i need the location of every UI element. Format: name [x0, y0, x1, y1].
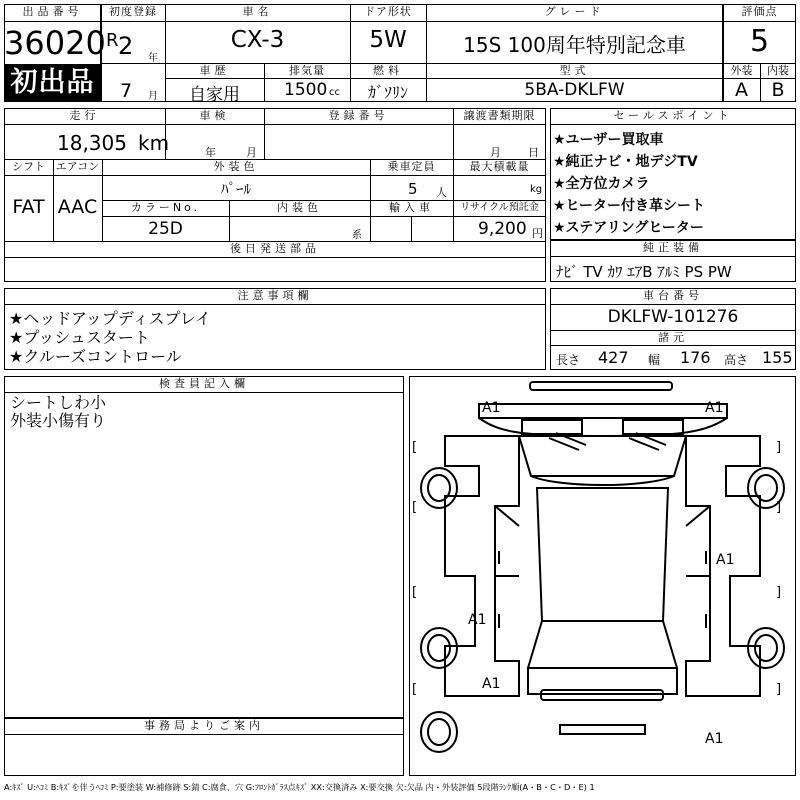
- genuine-equipment-label: 純正装備: [643, 241, 703, 254]
- dims-label: 諸元: [658, 331, 688, 344]
- capacity-label: 乗車定員: [387, 160, 436, 173]
- max-load-unit: kg: [530, 184, 543, 195]
- shift-label: シフト: [12, 160, 45, 173]
- displacement-unit: cc: [329, 87, 340, 98]
- sales-point-item: ★全方位カメラ: [553, 176, 650, 192]
- height: 155: [762, 348, 793, 367]
- int-color-unit: 系: [352, 230, 362, 241]
- damage-mark: A1: [468, 612, 487, 628]
- bracket: [: [412, 682, 418, 697]
- first-listing-text: 初出品: [10, 67, 95, 98]
- height-label: 高さ: [724, 353, 749, 367]
- lot-number-label: 出品番号: [22, 5, 83, 18]
- note-item: ★ヘッドアップディスプレイ: [9, 309, 212, 328]
- office-label: 事務局よりご案内: [144, 719, 264, 732]
- genuine-equipment: ﾅﾋﾞ TV ｶﾜ ｴｱB ｱﾙﾐ PS PW: [556, 263, 732, 281]
- ext-color: ﾊﾟｰﾙ: [220, 180, 251, 198]
- damage-mark: A1: [482, 676, 501, 692]
- ac-label: エアコン: [55, 160, 100, 173]
- inspection-label: 車検: [199, 109, 230, 122]
- width-label: 幅: [648, 353, 661, 367]
- int-color-label: 内装色: [277, 201, 322, 214]
- exterior-grade: A: [735, 79, 748, 101]
- model-label: 型式: [559, 64, 590, 77]
- history-label: 車歴: [199, 64, 230, 77]
- score-label: 評価点: [741, 5, 778, 18]
- capacity: 5: [408, 180, 418, 198]
- reg-year: 2: [118, 32, 134, 60]
- grade-label: グレード: [544, 5, 605, 18]
- bracket: ]: [776, 500, 782, 515]
- shift: FAT: [12, 196, 45, 218]
- inspector-line: シートしわ小: [10, 393, 107, 412]
- width: 176: [680, 348, 711, 367]
- bracket: ]: [776, 682, 782, 697]
- interior-grade: B: [771, 79, 785, 101]
- later-parts-label: 後日発送部品: [230, 242, 320, 255]
- mileage: 18,305: [57, 131, 127, 155]
- ac: AAC: [57, 196, 98, 218]
- transfer-month-unit: 月: [490, 146, 501, 159]
- damage-mark: A1: [716, 552, 735, 568]
- bracket: [: [412, 585, 418, 600]
- color-no-label: カラーNo.: [130, 201, 201, 214]
- sales-point-item: ★ヒーター付き革シート: [553, 198, 705, 214]
- fuel-label: 燃料: [373, 64, 403, 77]
- inspector-notes: [10, 394, 106, 430]
- ext-color-label: 外装色: [213, 160, 259, 173]
- reg-month: 7: [120, 80, 133, 102]
- length: 427: [598, 348, 629, 367]
- capacity-unit: 人: [436, 186, 447, 199]
- exterior-label: 外装: [730, 64, 753, 77]
- sales-point-item: ★ユーザー買取車: [553, 132, 664, 148]
- sales-points-label: セールスポイント: [613, 109, 733, 122]
- fuel: ｶﾞｿﾘﾝ: [367, 83, 408, 102]
- notes-list: [9, 309, 211, 366]
- door-type: 5W: [369, 27, 407, 53]
- recycle-label: リサイクル預託金: [460, 202, 539, 213]
- sales-point-item: ★純正ナビ・地デジTV: [553, 154, 698, 170]
- legend-footer: A:ｷｽﾞ U:ﾍｺﾐ B:ｷｽﾞを伴うﾍｺﾐ P:要塗装 W:補修跡 S:錆 C:腐食、穴 G:ﾌﾛﾝﾄｶﾞﾗｽ点ｷｽﾞ XX:交換済み X:要交換 欠:欠品 内・外装評価 5段階ﾗﾝｸ順(A・B・C・D・E) 1: [4, 782, 595, 792]
- car-name-label: 車名: [242, 5, 273, 18]
- bracket: [: [412, 440, 418, 455]
- reg-number-label: 登録番号: [328, 109, 389, 122]
- lot-number: 36020: [4, 24, 106, 62]
- note-item: ★プッシュスタート: [9, 328, 150, 347]
- recycle-unit: 円: [532, 227, 543, 240]
- history: 自家用: [189, 85, 240, 105]
- sales-point-item: ★ステアリングヒーター: [553, 220, 704, 236]
- damage-mark: A1: [705, 400, 724, 416]
- chassis-number: DKLFW-101276: [607, 307, 739, 327]
- inspector-line: 外装小傷有り: [10, 411, 107, 430]
- model: 5BA-DKLFW: [524, 80, 625, 100]
- first-reg-label: 初度登録: [109, 5, 157, 18]
- notes-label: 注意事項欄: [237, 289, 313, 302]
- note-item: ★クルーズコントロール: [9, 347, 182, 366]
- mileage-label: 走行: [69, 109, 100, 122]
- car-diagram: [409, 376, 796, 776]
- color-no: 25D: [148, 219, 183, 239]
- score: 5: [749, 24, 770, 59]
- sales-points-list: [553, 129, 705, 239]
- damage-mark: A1: [705, 731, 724, 747]
- inspection-year-unit: 年: [205, 146, 216, 159]
- displacement: 1500: [284, 80, 328, 100]
- bracket: ]: [776, 585, 782, 600]
- era: R: [106, 30, 119, 51]
- door-label: ドア形状: [364, 5, 412, 18]
- year-unit: 年: [148, 53, 158, 64]
- damage-mark: A1: [482, 400, 501, 416]
- transfer-label: 譲渡書類期限: [463, 109, 536, 122]
- transfer-day-unit: 日: [528, 146, 539, 159]
- car-name: CX-3: [230, 27, 285, 53]
- bracket: ]: [776, 440, 782, 455]
- import-label: 輸入車: [389, 201, 434, 214]
- displacement-label: 排気量: [289, 64, 325, 77]
- month-unit: 月: [148, 91, 158, 102]
- interior-label: 内装: [767, 64, 789, 77]
- chassis-label: 車台番号: [643, 289, 703, 302]
- inspector-label: 検査員記入欄: [159, 377, 249, 390]
- length-label: 長さ: [556, 353, 581, 367]
- recycle-amount: 9,200: [478, 219, 527, 239]
- max-load-label: 最大積載量: [469, 160, 530, 173]
- mileage-unit: km: [138, 131, 170, 155]
- bracket: [: [412, 500, 418, 515]
- inspection-month-unit: 月: [246, 146, 257, 159]
- grade: 15S 100周年特別記念車: [463, 33, 686, 57]
